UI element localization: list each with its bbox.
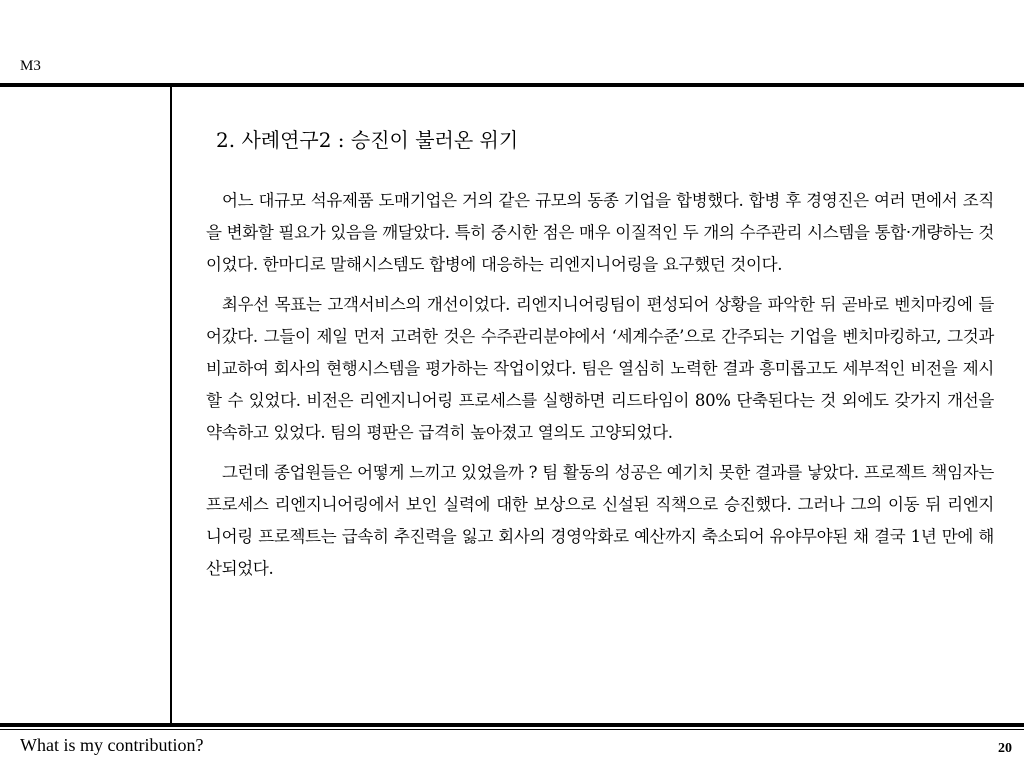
- page-number: 20: [998, 741, 1012, 756]
- bottom-divider-thin: [0, 729, 1024, 730]
- paragraph-3: 그런데 종업원들은 어떻게 느끼고 있었을까 ? 팀 활동의 성공은 예기치 못한 결과를 낳았다. 프로젝트 책임자는 프로세스 리엔지니어링에서 보인 실력에 대한 보상으로 신설된 직책으로 승진했다. 그러나 그의 이동 뒤 리엔지니어링 프로젝트는 급속히 추진력을 잃고 회사의 경영악화로 예산까지 축소되어 유야무야된 채 결국 1년 만에 해산되었다.: [206, 463, 994, 578]
- body-text: [206, 185, 994, 593]
- paragraph-2: 최우선 목표는 고객서비스의 개선이었다. 리엔지니어링팀이 편성되어 상황을 파악한 뒤 곧바로 벤치마킹에 들어갔다. 그들이 제일 먼저 고려한 것은 수주관리분야에서 ‘세계수준’으로 간주되는 기업을 벤치마킹하고, 그것과 비교하여 회사의 현행시스템을 평가하는 작업이었다. 팀은 열심히 노력한 결과 흥미롭고도 세부적인 비전을 제시할 수 있었다. 비전은 리엔지니어링 프로세스를 실행하면 리드타임이 80% 단축된다는 것 외에도 갖가지 개선을 약속하고 있었다. 팀의 평판은 급격히 높아졌고 열의도 고양되었다.: [206, 295, 994, 442]
- bottom-divider: [0, 723, 1024, 727]
- left-margin-divider: [170, 87, 172, 723]
- top-divider: [0, 83, 1024, 87]
- slide-title: 2. 사례연구2 : 승진이 불러온 위기: [216, 128, 519, 152]
- paragraph-1: 어느 대규모 석유제품 도매기업은 거의 같은 규모의 동종 기업을 합병했다. 합병 후 경영진은 여러 면에서 조직을 변화할 필요가 있음을 깨달았다. 특히 중시한 점은 매우 이질적인 두 개의 수주관리 시스템을 통합·개량하는 것이었다. 한마디로 말해시스템도 합병에 대응하는 리엔지니어링을 요구했던 것이다.: [206, 191, 994, 274]
- footer-caption: What is my contribution?: [20, 735, 204, 755]
- section-label: M3: [20, 58, 41, 74]
